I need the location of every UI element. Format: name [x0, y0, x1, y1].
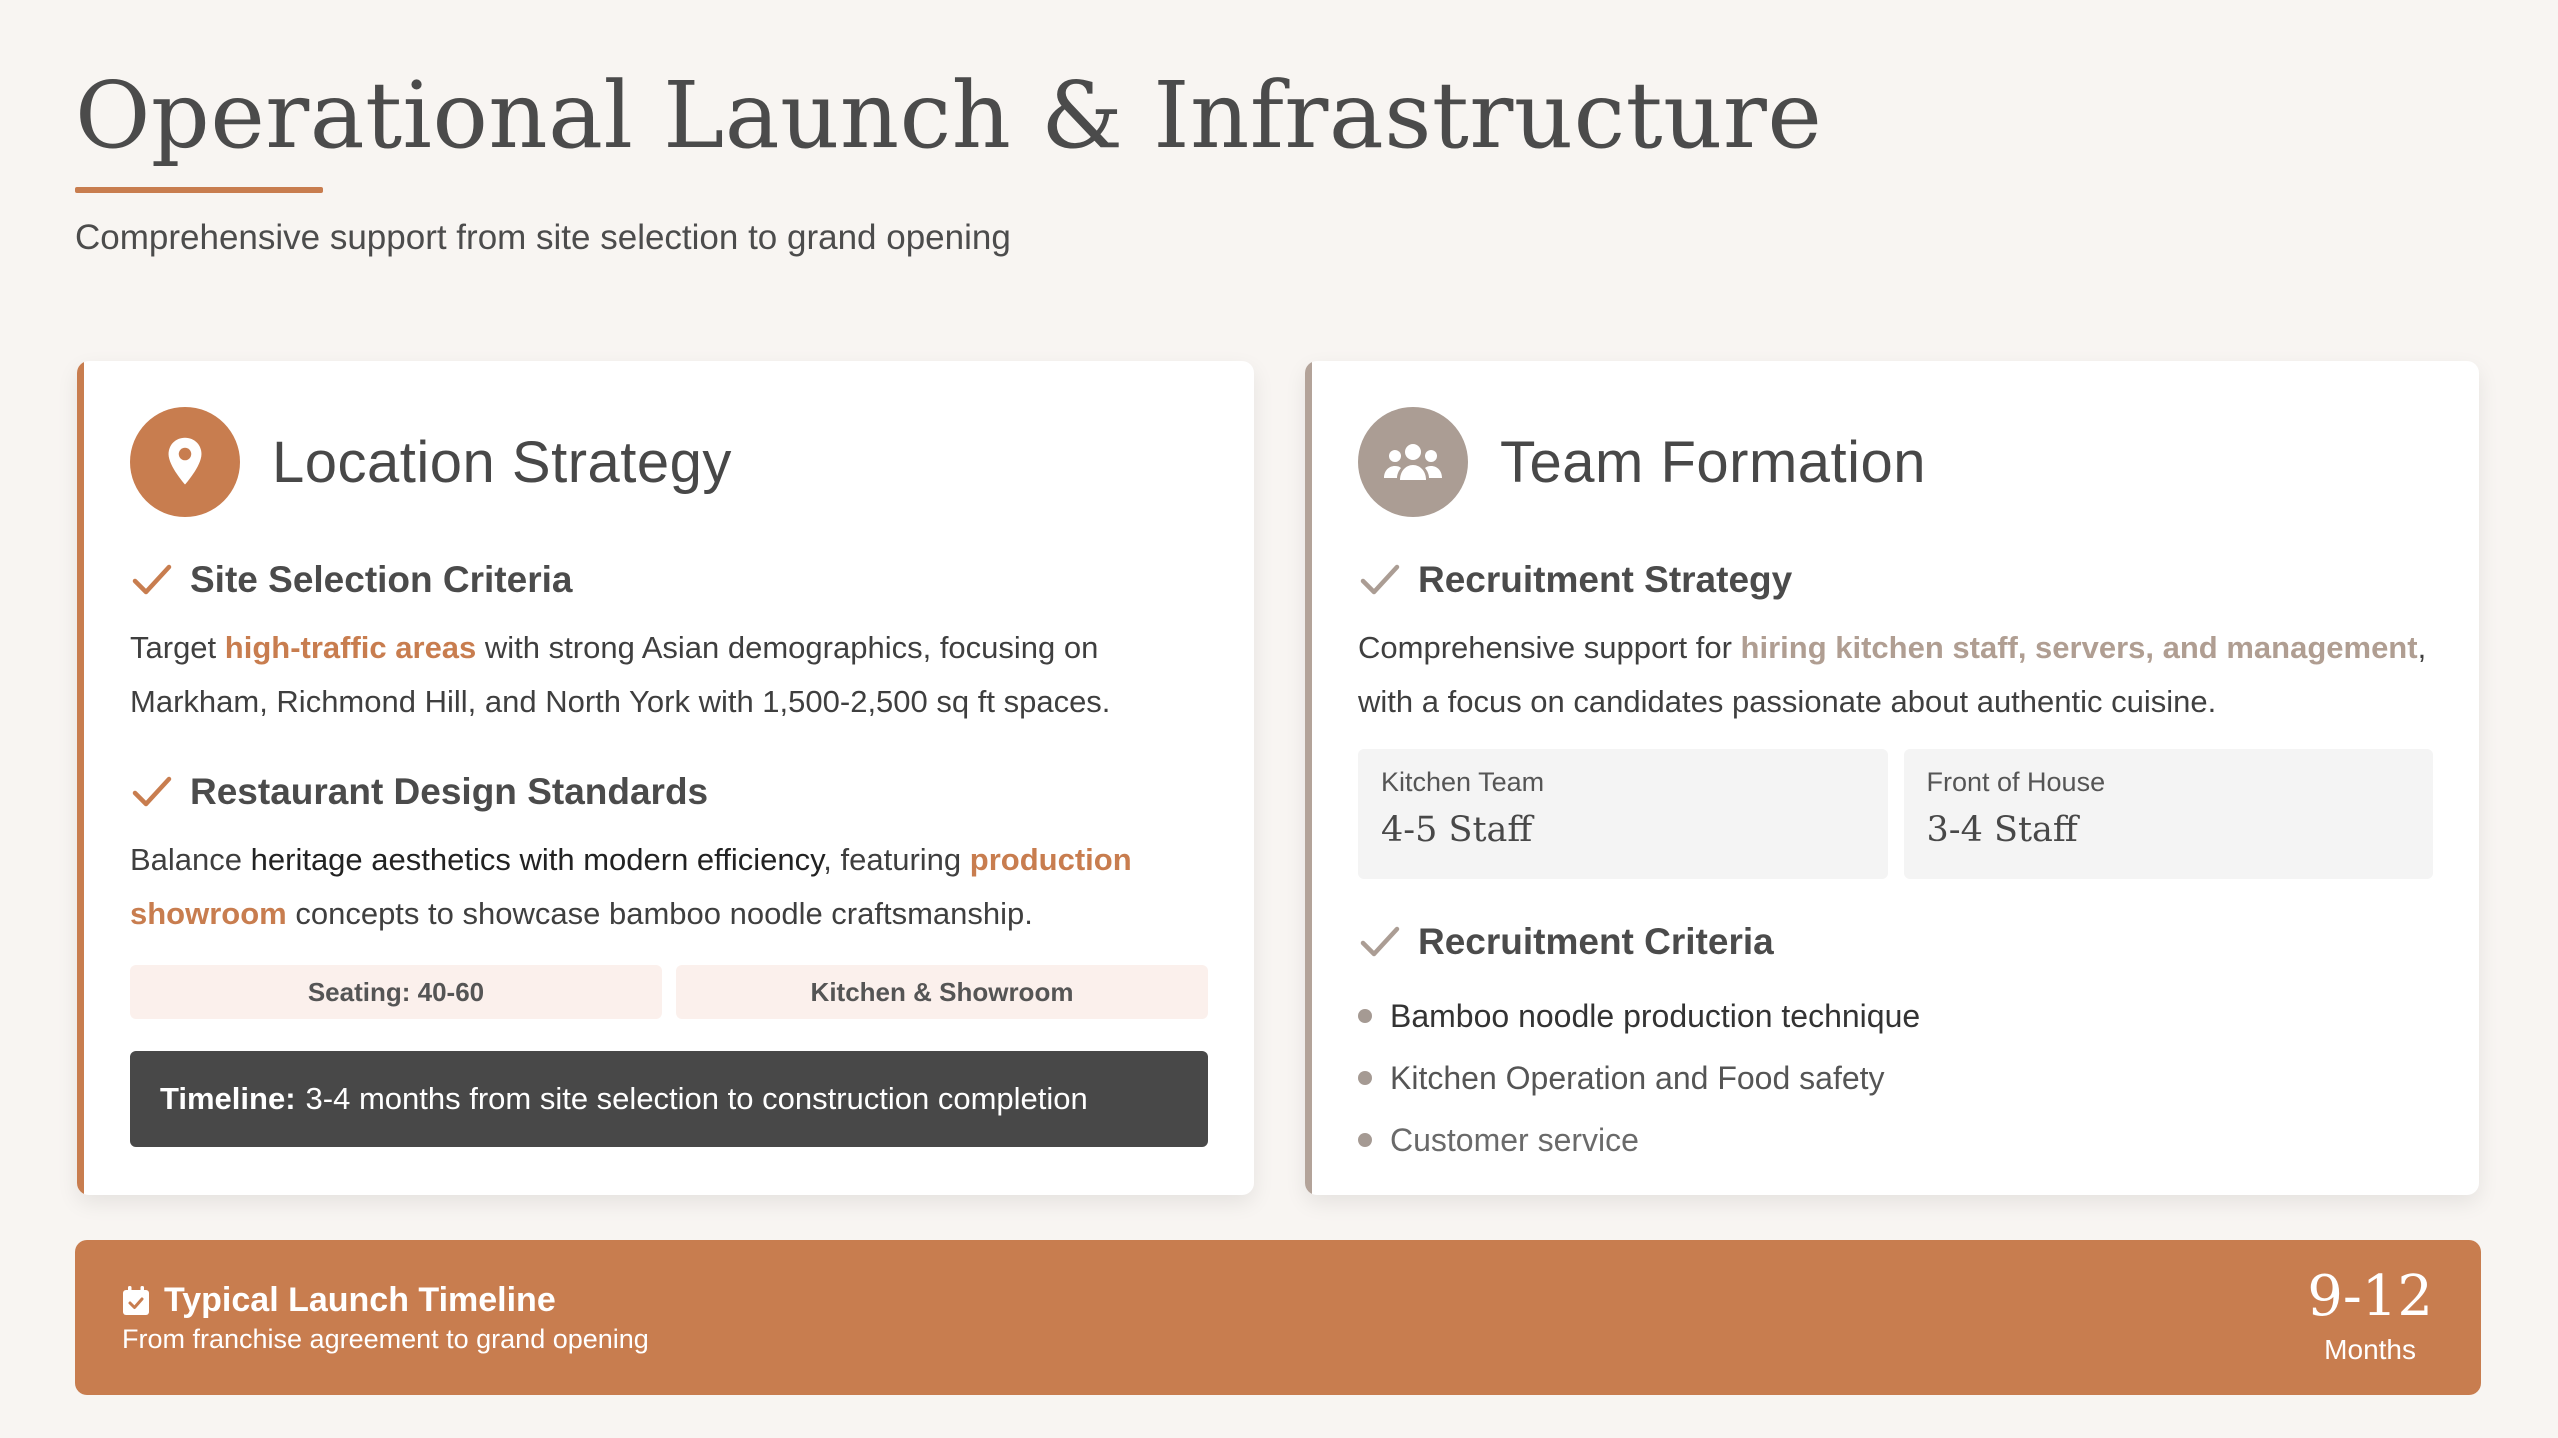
bullet-dot [1358, 1009, 1372, 1023]
duration-value: 9-12 [2307, 1264, 2433, 1329]
highlight-text: high-traffic areas [224, 630, 477, 665]
map-pin-icon [130, 407, 240, 517]
launch-timeline-banner [75, 1240, 2481, 1395]
staff-label: Front of House [1926, 767, 2106, 797]
front-of-house-box [1904, 749, 2434, 879]
recruitment-strategy-text: Comprehensive support for hiring kitchen staff, servers, and management, with a focus on candidates passionate about authentic cuisine. [1358, 630, 2427, 719]
location-strategy-title: Location Strategy [272, 429, 732, 495]
highlight-text: production showroom [130, 842, 1132, 931]
location-timeline-bar [130, 1051, 1208, 1147]
list-item: Bamboo noodle production technique [1358, 985, 2433, 1047]
bullet-dot [1358, 1071, 1372, 1085]
footer-subtitle: From franchise agreement to grand opening [122, 1324, 649, 1354]
page-title: Operational Launch & Infrastructure [75, 62, 1823, 169]
location-strategy-header [130, 407, 1208, 517]
recruitment-strategy-heading [1358, 555, 2433, 605]
design-standards-heading [130, 767, 1208, 817]
check-icon [130, 560, 174, 600]
staff-boxes [1358, 749, 2433, 879]
team-formation-header [1358, 407, 2433, 517]
kitchen-showroom-chip: Kitchen & Showroom [676, 965, 1208, 1019]
location-strategy-card [77, 361, 1254, 1195]
timeline-label: Timeline: [160, 1081, 296, 1116]
check-icon [1358, 922, 1402, 962]
staff-label: Kitchen Team [1381, 767, 1545, 797]
highlight-text: hiring kitchen staff, servers, and management [1740, 630, 2418, 665]
bullet-dot [1358, 1133, 1372, 1147]
users-group-icon [1358, 407, 1468, 517]
duration-display [2307, 1264, 2433, 1366]
criteria-list [1358, 985, 2433, 1171]
title-underline [75, 187, 323, 193]
list-item: Kitchen Operation and Food safety [1358, 1047, 2433, 1109]
kitchen-team-box [1358, 749, 1888, 879]
team-formation-card [1305, 361, 2479, 1195]
design-standards-title: Restaurant Design Standards [190, 771, 709, 812]
emphasis-text: heritage aesthetics with modern efficiency [250, 842, 824, 877]
check-icon [130, 772, 174, 812]
team-formation-title: Team Formation [1500, 429, 1927, 495]
timeline-text: 3-4 months from site selection to construction completion [305, 1081, 1088, 1116]
staff-value: 3-4 Staff [1926, 810, 2078, 850]
footer-title: Typical Launch Timeline [164, 1281, 556, 1319]
staff-value: 4-5 Staff [1381, 810, 1533, 850]
calendar-check-icon [122, 1286, 150, 1316]
design-standards-text: Balance heritage aesthetics with modern efficiency, featuring production showroom concepts to showcase bamboo noodle craftsmanship. [130, 842, 1132, 931]
recruitment-strategy-title: Recruitment Strategy [1418, 559, 1793, 600]
seating-chip: Seating: 40-60 [130, 965, 662, 1019]
page-subtitle: Comprehensive support from site selection to grand opening [75, 218, 1011, 257]
list-item: Customer service [1358, 1109, 2433, 1171]
duration-unit: Months [2324, 1334, 2416, 1365]
site-selection-heading [130, 555, 1208, 605]
recruitment-criteria-heading [1358, 917, 2433, 967]
check-icon [1358, 560, 1402, 600]
recruitment-criteria-title: Recruitment Criteria [1418, 921, 1774, 962]
site-selection-text: Target high-traffic areas with strong Asian demographics, focusing on Markham, Richmond Hill, and North York with 1,500-2,500 sq ft spaces. [130, 630, 1111, 719]
spec-chips [130, 965, 1208, 1019]
site-selection-title: Site Selection Criteria [190, 559, 573, 600]
